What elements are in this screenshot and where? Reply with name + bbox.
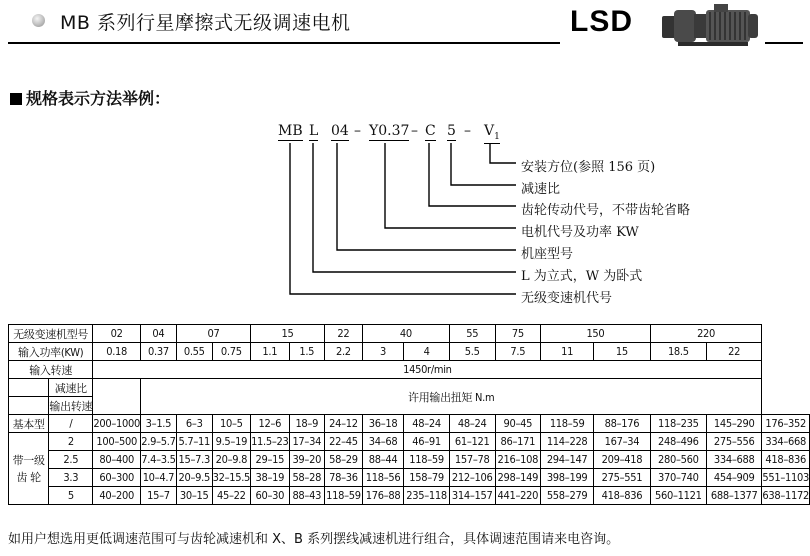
torque-cell: 88–43	[289, 487, 324, 505]
legend-orientation: L 为立式，W 为卧式	[521, 269, 643, 284]
torque-cell: 34–68	[362, 433, 403, 451]
torque-cell: 118–59	[404, 451, 450, 469]
gear-ratio: 2	[49, 433, 93, 451]
blank-cell	[93, 379, 141, 415]
torque-cell: 58–29	[325, 451, 363, 469]
table-row-power	[9, 343, 810, 361]
torque-cell: 114–228	[541, 433, 594, 451]
power-cell: 1.5	[289, 343, 324, 361]
torque-cell: 60–30	[251, 487, 289, 505]
basic-ratio: /	[49, 415, 93, 433]
torque-cell: 5.7–11	[176, 433, 212, 451]
torque-cell: 216–108	[495, 451, 541, 469]
torque-cell: 29–15	[251, 451, 289, 469]
torque-cell: 298–149	[495, 469, 541, 487]
torque-cell: 2.9–5.7	[140, 433, 176, 451]
torque-cell: 235–118	[404, 487, 450, 505]
model-cell: 75	[495, 325, 541, 343]
power-cell: 0.37	[140, 343, 176, 361]
torque-cell: 275–551	[594, 469, 651, 487]
model-cell: 15	[251, 325, 325, 343]
torque-cell: 370–740	[650, 469, 706, 487]
model-cell: 04	[140, 325, 176, 343]
torque-cell: 551–1103	[762, 469, 810, 487]
torque-cell: 30–15	[176, 487, 212, 505]
ratio-header: 减速比	[49, 379, 93, 397]
torque-cell: 294–147	[541, 451, 594, 469]
model-cell: 07	[176, 325, 250, 343]
table-row-gear	[9, 487, 810, 505]
code-c: C	[425, 123, 436, 139]
callout-line-1	[490, 143, 516, 163]
torque-header: 许用输出扭矩 N.m	[140, 379, 761, 415]
basic-type-label: 基本型	[9, 415, 49, 433]
torque-cell: 118–56	[362, 469, 403, 487]
torque-cell: 6–3	[176, 415, 212, 433]
torque-cell: 10–5	[212, 415, 250, 433]
code-v: V	[484, 123, 495, 139]
torque-cell: 61–121	[449, 433, 495, 451]
torque-cell: 275–556	[706, 433, 761, 451]
torque-cell: 158–79	[404, 469, 450, 487]
torque-cell: 17–34	[289, 433, 324, 451]
model-cell: 22	[325, 325, 363, 343]
power-cell: 4	[404, 343, 450, 361]
callout-line-6	[313, 143, 516, 272]
blank-cell	[9, 397, 49, 415]
torque-cell: 334–688	[706, 451, 761, 469]
power-cell: 2.2	[325, 343, 363, 361]
brand-logo: LSD	[570, 5, 633, 38]
torque-cell: 10–4.7	[140, 469, 176, 487]
gear-type-label	[9, 433, 49, 505]
torque-cell: 88–176	[594, 415, 651, 433]
gear-speed: 60–300	[93, 469, 141, 487]
legend-variator: 无级变速机代号	[521, 291, 613, 306]
torque-cell: 20–9.5	[176, 469, 212, 487]
gear-speed: 40–200	[93, 487, 141, 505]
torque-cell: 18–9	[289, 415, 324, 433]
power-cell: 18.5	[650, 343, 706, 361]
torque-cell: 7.4–3.5	[140, 451, 176, 469]
power-cell: 11	[541, 343, 594, 361]
code-dash-2: –	[411, 123, 418, 139]
torque-cell: 22–45	[325, 433, 363, 451]
torque-cell: 638–1172	[762, 487, 810, 505]
page-title: MB 系列行星摩擦式无级调速电机	[60, 12, 351, 34]
torque-cell: 11.5–23	[251, 433, 289, 451]
table-row-gear	[9, 433, 810, 451]
torque-cell: 688–1377	[706, 487, 761, 505]
code-mb: MB	[278, 123, 303, 139]
table-row-gear	[9, 469, 810, 487]
torque-cell: 15–7.3	[176, 451, 212, 469]
torque-cell: 86–171	[495, 433, 541, 451]
code-y037: Y0.37	[369, 123, 410, 139]
output-speed-header: 输出转速	[49, 397, 93, 415]
torque-cell: 88–44	[362, 451, 403, 469]
power-cell: 1.1	[251, 343, 289, 361]
table-row-subheader	[9, 379, 810, 397]
torque-cell: 24–12	[325, 415, 363, 433]
table-row-input-speed	[9, 361, 810, 379]
input-speed-value: 1450r/min	[93, 361, 762, 379]
power-cell: 0.18	[93, 343, 141, 361]
basic-speed: 200–1000	[93, 415, 141, 433]
torque-cell: 560–1121	[650, 487, 706, 505]
torque-cell: 3–1.5	[140, 415, 176, 433]
power-cell: 0.55	[176, 343, 212, 361]
code-04: 04	[331, 123, 349, 139]
torque-cell: 46–91	[404, 433, 450, 451]
torque-cell: 39–20	[289, 451, 324, 469]
power-cell: 15	[594, 343, 651, 361]
torque-cell: 36–18	[362, 415, 403, 433]
callout-line-5	[337, 143, 516, 250]
legend-mounting: 安装方位(参照 156 页)	[521, 160, 656, 175]
model-cell: 55	[449, 325, 495, 343]
gear-type-label-2: 齿 轮	[16, 470, 41, 484]
torque-cell: 441–220	[495, 487, 541, 505]
torque-cell: 558–279	[541, 487, 594, 505]
torque-cell: 48–24	[404, 415, 450, 433]
torque-cell: 167–34	[594, 433, 651, 451]
torque-cell: 418–836	[594, 487, 651, 505]
power-cell: 7.5	[495, 343, 541, 361]
legend-gear: 齿轮传动代号，不带齿轮省略	[521, 203, 691, 218]
torque-cell: 118–59	[541, 415, 594, 433]
torque-cell: 176–352	[762, 415, 810, 433]
callout-line-3	[429, 143, 516, 206]
torque-cell: 90–45	[495, 415, 541, 433]
table-row-model	[9, 325, 810, 343]
gear-type-label-1: 带一级	[12, 453, 45, 467]
callout-line-2	[451, 143, 516, 185]
torque-cell: 32–15.5	[212, 469, 250, 487]
legend-frame: 机座型号	[521, 247, 574, 262]
torque-cell: 157–78	[449, 451, 495, 469]
power-cell: 22	[706, 343, 761, 361]
torque-cell: 418–836	[762, 451, 810, 469]
gear-ratio: 5	[49, 487, 93, 505]
row-label-model: 无级变速机型号	[9, 325, 93, 343]
torque-cell: 118–59	[325, 487, 363, 505]
code-5: 5	[447, 123, 456, 139]
spec-table	[8, 324, 810, 505]
model-cell: 150	[541, 325, 651, 343]
gear-ratio: 2.5	[49, 451, 93, 469]
torque-cell: 176–88	[362, 487, 403, 505]
gear-speed: 100–500	[93, 433, 141, 451]
torque-cell: 248–496	[650, 433, 706, 451]
gear-ratio: 3.3	[49, 469, 93, 487]
torque-cell: 398–199	[541, 469, 594, 487]
torque-cell: 15–7	[140, 487, 176, 505]
table-row-basic	[9, 415, 810, 433]
table-row-gear	[9, 451, 810, 469]
legend-motor: 电机代号及功率 KW	[521, 225, 639, 240]
torque-cell: 20–9.8	[212, 451, 250, 469]
torque-cell: 212–106	[449, 469, 495, 487]
section-title-text: 规格表示方法举例：	[26, 89, 171, 108]
code-dash-3: –	[464, 123, 471, 139]
model-cell: 220	[650, 325, 762, 343]
power-cell: 5.5	[449, 343, 495, 361]
row-label-power: 输入功率(KW)	[9, 343, 93, 361]
torque-cell: 12–6	[251, 415, 289, 433]
torque-cell: 45–22	[212, 487, 250, 505]
torque-cell: 78–36	[325, 469, 363, 487]
torque-cell: 334–668	[762, 433, 810, 451]
footer-note: 如用户想选用更低调速范围可与齿轮减速机和 X、B 系列摆线减速机进行组合，具体调速范围请来电咨询。	[8, 532, 620, 547]
torque-cell: 58–28	[289, 469, 324, 487]
model-cell: 02	[93, 325, 141, 343]
code-v-sub: 1	[494, 131, 500, 142]
torque-cell: 314–157	[449, 487, 495, 505]
torque-cell: 9.5–19	[212, 433, 250, 451]
torque-cell: 280–560	[650, 451, 706, 469]
blank-cell	[9, 379, 49, 397]
torque-cell: 145–290	[706, 415, 761, 433]
model-cell: 40	[362, 325, 449, 343]
torque-cell: 454–909	[706, 469, 761, 487]
code-l: L	[309, 123, 319, 139]
torque-cell: 209–418	[594, 451, 651, 469]
input-speed-label: 输入转速	[9, 361, 93, 379]
gear-speed: 80–400	[93, 451, 141, 469]
code-dash-1: –	[354, 123, 361, 139]
torque-cell: 118–235	[650, 415, 706, 433]
legend-ratio: 减速比	[521, 182, 561, 197]
torque-cell: 48–24	[449, 415, 495, 433]
power-cell: 3	[362, 343, 403, 361]
power-cell: 0.75	[212, 343, 250, 361]
torque-cell: 38–19	[251, 469, 289, 487]
